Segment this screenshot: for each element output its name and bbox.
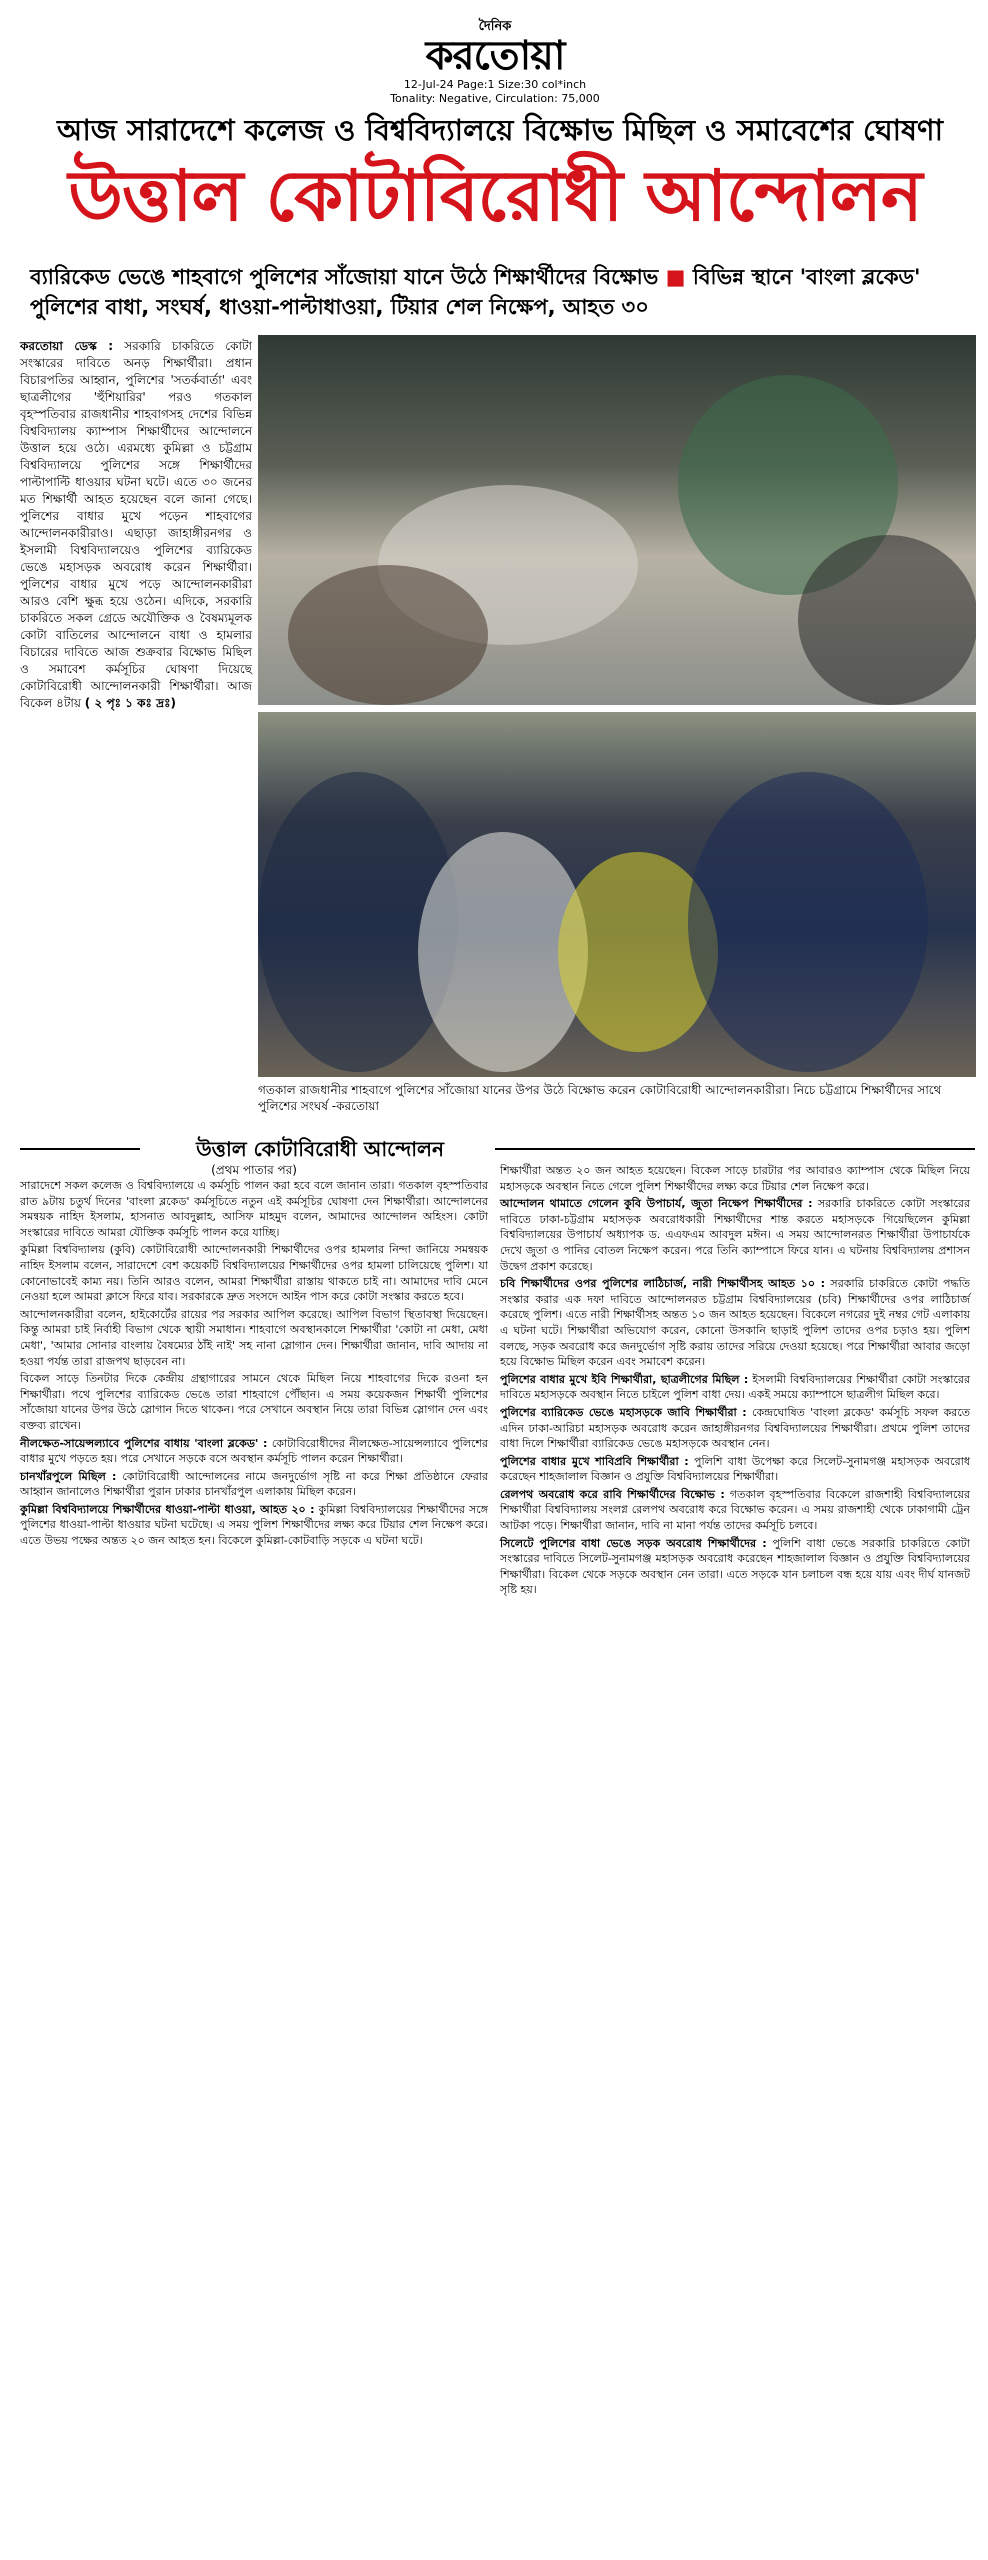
subhead: কুমিল্লা বিশ্ববিদ্যালয়ে শিক্ষার্থীদের ধাওয়া-পাল্টা ধাওয়া, আহত ২০ : [20, 1502, 315, 1516]
paragraph [500, 1163, 970, 1194]
paragraph [500, 1196, 970, 1274]
photo-shahbag-protest [258, 335, 976, 705]
paragraph [20, 1502, 488, 1549]
paragraph [20, 1371, 488, 1433]
subhead: রেলপথ অবরোধ করে রাবি শিক্ষার্থীদের বিক্ষোভ : [500, 1487, 725, 1501]
paragraph-text: পুলিশি বাধা উপেক্ষা করে সিলেট-সুনামগঞ্জ মহাসড়ক অবরোধ করেছেন শাহজালাল বিজ্ঞান ও প্রযুক্তি বিশ্ববিদ্যালয়ের শিক্ষার্থীরা। [500, 1454, 970, 1484]
paragraph-text: পুলিশি বাধা ভেঙে সরকারি চাকরিতে কোটা সংস্কারের দাবিতে সিলেট-সুনামগঞ্জ মহাসড়ক অবরোধ করেছেন শাহজালাল বিজ্ঞান ও প্রযুক্তি বিশ্ববিদ্যালয়ের শিক্ষার্থীরা। বিকেল থেকে সড়কে অবস্থান নেন তারা। এতে সড়কে যান চলাচল বন্ধ হয়ে যায় এবং দীর্ঘ যানজট সৃষ্টি হয়। [500, 1536, 970, 1597]
continued-from: (প্রথম পাতার পর) [211, 1163, 297, 1177]
clipping-meta [360, 78, 630, 106]
masthead-prefix: দৈনিক [478, 19, 512, 34]
lead-text: সরকারি চাকরিতে কোটা সংস্কারের দাবিতে অনড় শিক্ষার্থীরা। প্রধান বিচারপতির আহ্বান, পুলিশের 'সতর্কবার্তা' এবং ছাত্রলীগের 'হুঁশিয়ারির' পরও গতকাল বৃহস্পতিবার রাজধানীর শাহবাগসহ দেশের বিভিন্ন বিশ্ববিদ্যালয় ক্যাম্পাস শিক্ষার্থীদের আন্দোলনে উত্তাল হয়ে ওঠে। এরমধ্যে কুমিল্লা ও চট্টগ্রাম বিশ্ববিদ্যালয়ে পুলিশের সঙ্গে শিক্ষার্থীদের পাল্টাপাল্টি ধাওয়ার ঘটনা ঘটে। এতে ৩০ জনের মত শিক্ষার্থী আহত হয়েছেন বলে জানা গেছে। পুলিশের বাধার মুখে পড়েন শাহবাগের আন্দোলনকারীরাও। এছাড়া জাহাঙ্গীরনগর ও ইসলামী বিশ্ববিদ্যালয়েও পুলিশের ব্যারিকেড ভেঙে মহাসড়ক অবরোধ করেন শিক্ষার্থীরা। পুলিশের বাধার মুখে পড়ে আন্দোলনকারীরা আরও বেশি ক্ষুব্ধ হয়ে ওঠেন। এদিকে, সরকারি চাকরিতে সকল গ্রেডে অযৌক্তিক ও বৈষম্যমূলক কোটা বাতিলের আন্দোলনে বাধা ও হামলার বিচারের দাবিতে আজ শুক্রবার বিক্ষোভ মিছিল ও সমাবেশ কর্মসূচির ঘোষণা দিয়েছে কোটাবিরোধী আন্দোলনকারী শিক্ষার্থীরা। আজ বিকেল ৪টায় [20, 339, 252, 710]
paragraph-text: সরকারি চাকরিতে কোটা সংস্কারের দাবিতে ঢাকা-চট্টগ্রাম মহাসড়ক অবরোধকারী শিক্ষার্থীদের শান্ত করতে মহাসড়কে গিয়েছিলেন কুমিল্লা বিশ্ববিদ্যালয়ের উপাচার্য অধ্যাপক ড. এএফএম আবদুল মঈন। এ সময় আন্দোলনরত শিক্ষার্থীরা উপাচার্যকে দেখে জুতা ও পানির বোতল নিক্ষেপ করেন। পরে তিনি ক্যাম্পাসে ফিরে যান। এ ঘটনায় বিশ্ববিদ্যালয় প্রশাসন উদ্বেগ প্রকাশ করেছে। [500, 1197, 970, 1273]
deck-part-1: ব্যারিকেড ভেঙে শাহবাগে পুলিশের সাঁজোয়া যানে উঠে শিক্ষার্থীদের বিক্ষোভ [30, 265, 659, 289]
paragraph [20, 1436, 488, 1467]
subhead: চবি শিক্ষার্থীদের ওপর পুলিশের লাঠিচার্জ, নারী শিক্ষার্থীসহ আহত ১০ : [500, 1277, 826, 1291]
subhead: আন্দোলন থামাতে গেলেন কুবি উপাচার্য, জুতা নিক্ষেপ শিক্ষার্থীদের : [500, 1197, 813, 1211]
paragraph [500, 1405, 970, 1452]
paragraph-text: কুমিল্লা বিশ্ববিদ্যালয়ের শিক্ষার্থীদের সঙ্গে পুলিশের ধাওয়া-পাল্টা ধাওয়ার ঘটনা ঘটেছে। এ সময় পুলিশ শিক্ষার্থীদের লক্ষ্য করে টিয়ার শেল নিক্ষেপ করে। এতে উভয় পক্ষের অন্তত ২০ জন আহত হন। বিকেলে কুমিল্লা-কোটবাড়ি সড়কে এ ঘটনা ঘটে। [20, 1502, 488, 1548]
continuation-column-right [500, 1163, 970, 1600]
paragraph-text: সারাদেশে সকল কলেজ ও বিশ্ববিদ্যালয়ে এ কর্মসূচি পালন করা হবে বলে জানান তারা। গতকাল বৃহস্পতিবার রাত ৯টায় চতুর্থ দিনের 'বাংলা ব্লকেড' কর্মসূচিতে নতুন এই কর্মসূচির ঘোষণা দেন শিক্ষার্থীরা। আন্দোলনের সমন্বয়ক নাহিদ ইসলাম, হাসনাত আবদুল্লাহ, আসিফ মাহমুদ বলেন, আমাদের আন্দোলন অহিংস। কোটা সংস্কারের দাবিতে আমরা যৌক্তিক কর্মসূচি পালন করে যাচ্ছি। [20, 1179, 488, 1239]
meta-line-1: 12-Jul-24 Page:1 Size:30 col*inch [403, 78, 587, 91]
masthead [360, 20, 630, 78]
newspaper-name: করতোয়া [425, 33, 565, 79]
paragraph [500, 1276, 970, 1370]
paragraph-text: সরকারি চাকরিতে কোটা পদ্ধতি সংস্কার করার এক দফা দাবিতে আন্দোলনরত চট্টগ্রাম বিশ্ববিদ্যালয়ের (চবি) শিক্ষার্থীদের ওপর লাঠিচার্জ করেছে পুলিশ। এতে নারী শিক্ষার্থীসহ অন্তত ১০ জন আহত হয়েছেন। বিকেলে নগরের দুই নম্বর গেট এলাকায় এ ঘটনা ঘটে। শিক্ষার্থীরা অভিযোগ করেন, কোনো উসকানি ছাড়াই পুলিশ তাদের ওপর চড়াও হয়। পুলিশ বলছে, সড়ক অবরোধ করে জনদুর্ভোগ সৃষ্টি করায় তাদের সরিয়ে দেওয়া হয়েছে। পরে শিক্ষার্থীরা আবার জড়ো হয়ে বিক্ষোভ মিছিল করেন এবং সমাবেশ করেন। [500, 1277, 970, 1369]
paragraph [500, 1536, 970, 1598]
dateline: করতোয়া ডেস্ক : [20, 339, 114, 353]
deck [30, 262, 970, 322]
paragraph [500, 1487, 970, 1534]
deck-separator: ■ [665, 265, 686, 289]
paragraph-text: কেন্দ্রঘোষিত 'বাংলা ব্লকেড' কর্মসূচি সফল করতে এদিন ঢাকা-আরিচা মহাসড়ক অবরোধ করেন জাহাঙ্গীরনগর বিশ্ববিদ্যালয়ের শিক্ষার্থীরা। প্রথমে পুলিশ তাদের বাধা দিলে শিক্ষার্থীরা ব্যারিকেড ভেঙে মহাসড়কে অবস্থান নেন। [500, 1405, 970, 1451]
paragraph-text: ইসলামী বিশ্ববিদ্যালয়ের শিক্ষার্থীরা কোটা সংস্কারের দাবিতে মহাসড়কে অবস্থান নিতে চাইলে পুলিশ বাধা দেয়। একই সময়ে ক্যাম্পাসে ছাত্রলীগ মিছিল করে। [500, 1372, 970, 1402]
paragraph-text: বিকেল সাড়ে তিনটার দিকে কেন্দ্রীয় গ্রন্থাগারের সামনে থেকে মিছিল নিয়ে শাহবাগের দিকে রওনা হন শিক্ষার্থীরা। পথে পুলিশের ব্যারিকেড ভেঙে তারা শাহবাগে পৌঁছান। এ সময় কয়েকজন শিক্ষার্থী পুলিশের সাঁজোয়া যানের উপর উঠে স্লোগান দিতে থাকেন। পরে সেখানে অবস্থান নিয়ে তারা বিভিন্ন স্লোগান দেন এবং বক্তব্য রাখেন। [20, 1372, 488, 1432]
paragraph [20, 1307, 488, 1369]
lead-column [20, 338, 252, 712]
paragraph-text: কোটাবিরোধীদের নীলক্ষেত-সায়েন্সল্যাবে পুলিশের বাধার মুখে পড়তে হয়। পরে সেখানে সড়কে বসে অবস্থান কর্মসূচি পালন করেন শিক্ষার্থীরা। [20, 1436, 489, 1466]
continuation-headline: উত্তাল কোটাবিরোধী আন্দোলন [196, 1137, 444, 1161]
paragraph [20, 1469, 488, 1500]
subhead: পুলিশের ব্যারিকেড ভেঙে মহাসড়কে জাবি শিক্ষার্থীরা : [500, 1405, 747, 1419]
paragraph-text: শিক্ষার্থীরা অন্তত ২০ জন আহত হয়েছেন। বিকেল সাড়ে চারটার পর আবারও ক্যাম্পাস থেকে মিছিল নিয়ে মহাসড়কে অবস্থান নিতে গেলে পুলিশ শিক্ষার্থীদের লক্ষ্য করে টিয়ার শেল নিক্ষেপ করে। [500, 1164, 970, 1193]
divider-right [495, 1148, 975, 1150]
subhead: পুলিশের বাধার মুখে ইবি শিক্ষার্থীরা, ছাত্রলীগের মিছিল : [500, 1372, 749, 1386]
paragraph [500, 1454, 970, 1485]
paragraph-text: গতকাল বৃহস্পতিবার বিকেলে রাজশাহী বিশ্ববিদ্যালয়ের শিক্ষার্থীরা বিশ্ববিদ্যালয় সংলগ্ন রেলপথ অবরোধ করে বিক্ষোভ করেন। এ সময় রাজশাহী থেকে ঢাকাগামী ট্রেন আটকা পড়ে। শিক্ষার্থীরা জানান, দাবি না মানা পর্যন্ত তাদের কর্মসূচি চলবে। [500, 1487, 971, 1533]
continuation-column-left [20, 1178, 488, 1551]
main-headline: উত্তাল কোটাবিরোধী আন্দোলন [68, 155, 922, 237]
photo-caption: গতকাল রাজধানীর শাহবাগে পুলিশের সাঁজোয়া যানের উপর উঠে বিক্ষোভ করেন কোটাবিরোধী আন্দোলনকারীরা। নিচে চট্টগ্রামে শিক্ষার্থীদের সাথে পুলিশের সংঘর্ষ -করতোয়া [258, 1083, 942, 1113]
kicker-line: আজ সারাদেশে কলেজ ও বিশ্ববিদ্যালয়ে বিক্ষোভ মিছিল ও সমাবেশের ঘোষণা [56, 113, 943, 147]
subhead: চানখাঁরপুলে মিছিল : [20, 1469, 117, 1483]
paragraph [500, 1372, 970, 1403]
subhead: পুলিশের বাধার মুখে শাবিপ্রবি শিক্ষার্থীরা : [500, 1454, 689, 1468]
meta-line-2: Tonality: Negative, Circulation: 75,000 [390, 92, 600, 105]
photo-chittagong-clash [258, 712, 976, 1077]
divider-left [20, 1148, 140, 1150]
paragraph [20, 1178, 488, 1240]
jump-reference: ( ২ পৃঃ ১ কঃ দ্রঃ) [84, 696, 176, 710]
paragraph-text: কুমিল্লা বিশ্ববিদ্যালয় (কুবি) কোটাবিরোধী আন্দোলনকারী শিক্ষার্থীদের ওপর হামলার নিন্দা জানিয়ে সমন্বয়ক নাহিদ ইসলাম বলেন, সারাদেশে বেশ কয়েকটি বিশ্ববিদ্যালয়ের শিক্ষার্থীদের ওপর হামলা চালিয়েছে পুলিশ। যা কোনোভাবেই কাম্য নয়। তিনি আরও বলেন, আমরা শিক্ষার্থীরা রাস্তায় থাকতে চাই না। আমাদের দাবি মেনে নেওয়া হলে আমরা ক্লাসে ফিরে যাব। সরকারকে দ্রুত সংসদে আইন পাস করে কোটা সংস্কার করতে হবে। [20, 1243, 488, 1304]
subhead: নীলক্ষেত-সায়েন্সল্যাবে পুলিশের বাধায় 'বাংলা ব্লকেড' : [20, 1436, 268, 1450]
subhead: সিলেটে পুলিশের বাধা ভেঙে সড়ক অবরোধ শিক্ষার্থীদের : [500, 1536, 767, 1550]
deck-part-2: বিভিন্ন স্থানে 'বাংলা ব্লকেড' পুলিশের বাধা, সংঘর্ষ, ধাওয়া-পাল্টাধাওয়া, টিয়ার শেল নিক্ষেপ, আহত ৩০ [30, 265, 921, 319]
paragraph-text: কোটাবিরোধী আন্দোলনের নামে জনদুর্ভোগ সৃষ্টি না করে শিক্ষা প্রতিষ্ঠানে ফেরার আহ্বান জানালেও শিক্ষার্থীরা পুরান ঢাকার চানখাঁরপুল এলাকায় মিছিল করেন। [20, 1469, 489, 1499]
paragraph-text: আন্দোলনকারীরা বলেন, হাইকোর্টের রায়ের পর সরকার আপিল করেছে। আপিল বিভাগ স্থিতাবস্থা দিয়েছেন। কিন্তু আমরা চাই নির্বাহী বিভাগ থেকে স্থায়ী সমাধান। শাহবাগে অবস্থানকালে শিক্ষার্থীরা 'কোটা না মেধা, মেধা মেধা', 'আমার সোনার বাংলায় বৈষম্যের ঠাঁই নাই' সহ নানা স্লোগান দেন। শিক্ষার্থীরা জানান, দাবি আদায় না হওয়া পর্যন্ত তারা রাজপথ ছাড়বেন না। [20, 1307, 488, 1368]
paragraph [20, 1242, 488, 1304]
